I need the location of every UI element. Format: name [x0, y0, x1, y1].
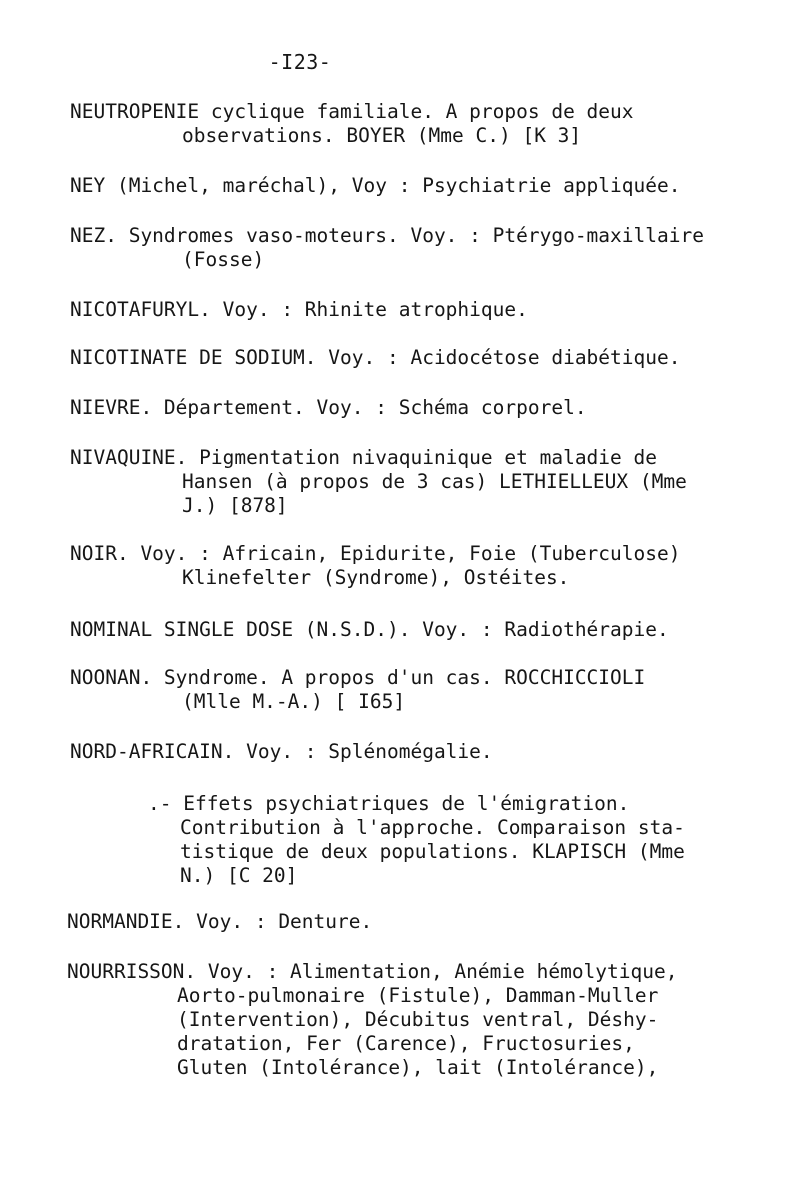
entry-line: NIVAQUINE. Pigmentation nivaquinique et maladie de — [70, 446, 657, 469]
index-sub-entry — [70, 792, 760, 888]
entry-line: NICOTINATE DE SODIUM. Voy. : Acidocétose diabétique. — [70, 346, 681, 369]
entry-line: NEY (Michel, maréchal), Voy : Psychiatrie appliquée. — [70, 174, 681, 197]
entry-line: NIEVRE. Département. Voy. : Schéma corporel. — [70, 396, 587, 419]
index-entry — [67, 910, 757, 934]
entry-line: J.) [878] — [182, 494, 288, 517]
entry-line: .- Effets psychiatriques de l'émigration. — [148, 792, 630, 815]
index-entry — [70, 174, 760, 198]
page-number: -I23- — [268, 50, 332, 74]
entry-line: NORD-AFRICAIN. Voy. : Splénomégalie. — [70, 740, 493, 763]
entry-line: NEZ. Syndromes vaso-moteurs. Voy. : Ptérygo-maxillaire — [70, 224, 704, 247]
index-entry — [70, 542, 760, 590]
entry-line: Aorto-pulmonaire (Fistule), Damman-Muller — [177, 984, 659, 1007]
entry-line: NOMINAL SINGLE DOSE (N.S.D.). Voy. : Radiothérapie. — [70, 618, 669, 641]
index-entry — [70, 346, 760, 370]
index-entry — [70, 298, 760, 322]
index-entry — [70, 100, 760, 148]
index-entry — [70, 224, 760, 272]
entry-line: observations. BOYER (Mme C.) [K 3] — [182, 124, 582, 147]
entry-line: dratation, Fer (Carence), Fructosuries, — [177, 1032, 635, 1055]
entry-line: NEUTROPENIE cyclique familiale. A propos de deux — [70, 100, 634, 123]
entry-line: tistique de deux populations. KLAPISCH (Mme — [180, 840, 685, 863]
entry-line: NORMANDIE. Voy. : Denture. — [67, 910, 373, 933]
index-entry — [70, 446, 760, 518]
index-entry — [70, 618, 760, 642]
entry-line: Contribution à l'approche. Comparaison sta- — [180, 816, 685, 839]
index-entry — [67, 960, 757, 1080]
entry-line: NOURRISSON. Voy. : Alimentation, Anémie hémolytique, — [67, 960, 678, 983]
entry-line: NOIR. Voy. : Africain, Epidurite, Foie (Tuberculose) — [70, 542, 681, 565]
entry-line: Klinefelter (Syndrome), Ostéites. — [182, 566, 570, 589]
entry-line: Hansen (à propos de 3 cas) LETHIELLEUX (Mme — [182, 470, 687, 493]
entry-line: NOONAN. Syndrome. A propos d'un cas. ROCCHICCIOLI — [70, 666, 646, 689]
index-entry — [70, 666, 760, 714]
entry-line: (Mlle M.-A.) [ I65] — [182, 690, 406, 713]
entry-line: Gluten (Intolérance), lait (Intolérance), — [177, 1056, 659, 1079]
entry-line: (Intervention), Décubitus ventral, Déshy- — [177, 1008, 659, 1031]
entry-line: (Fosse) — [182, 248, 265, 271]
entry-line: NICOTAFURYL. Voy. : Rhinite atrophique. — [70, 298, 528, 321]
index-entry — [70, 740, 760, 764]
index-entry — [70, 396, 760, 420]
entry-line: N.) [C 20] — [180, 864, 298, 887]
